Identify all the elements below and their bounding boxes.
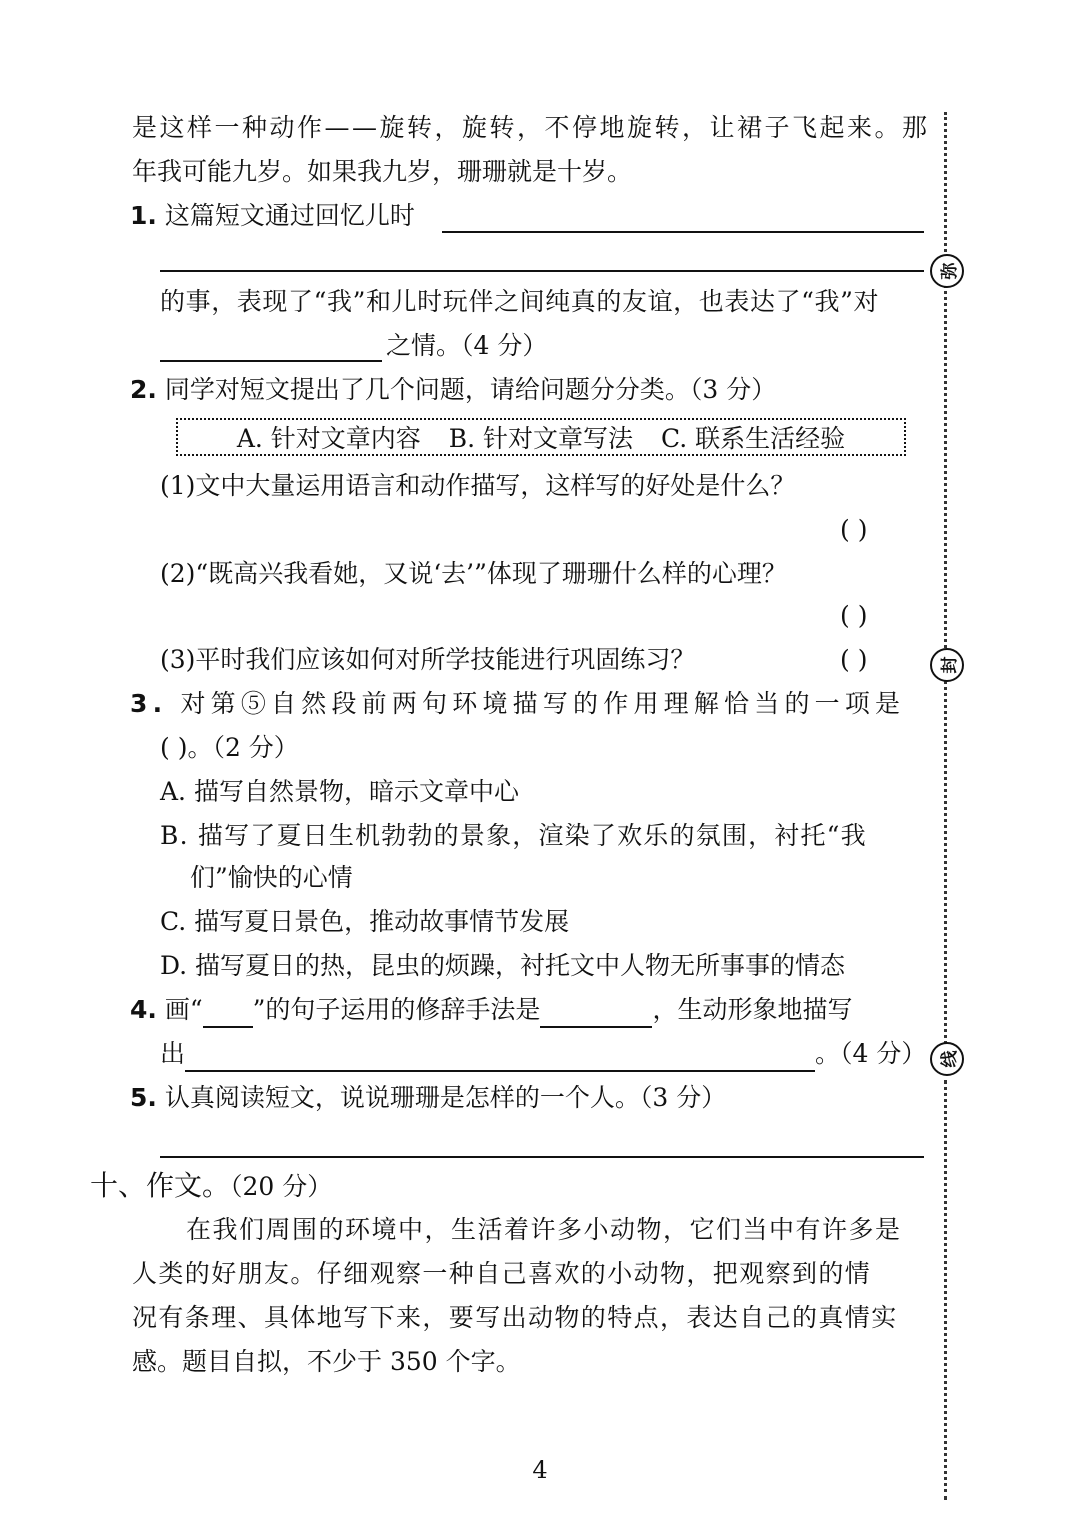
option-c: C. 描写夏日景色，推动故事情节发展 [160,907,570,936]
essay-prompt-line: 感。题目自拟，不少于 350 个字。 [132,1347,521,1376]
answer-blank[interactable] [540,996,652,1028]
sub-question: (1)文中大量运用语言和动作描写，这样写的好处是什么？ [160,471,796,500]
question-number: 3. [130,689,168,718]
sub-question: (2)“既高兴我看她，又说‘去’”体现了珊珊什么样的心理？ [160,559,787,588]
seal-mark-mi: 弥 [930,254,964,288]
question-4-line2 [160,1036,926,1072]
question-1 [130,198,415,234]
answer-blank-line[interactable] [160,270,924,272]
essay-prompt-line: 在我们周围的环境中，生活着许多小动物，它们当中有许多是 [186,1215,902,1244]
question-text: 的事，表现了“我”和儿时玩伴之间纯真的友谊，也表达了“我”对 [160,287,880,316]
question-number: 4. [130,995,157,1024]
question-2 [130,372,776,408]
section-title: 十、作文。 [90,1169,231,1202]
option-a: A. 描写自然景物，暗示文章中心 [160,777,519,806]
answer-parentheses[interactable]: ( ) [840,601,868,630]
seal-mark-feng: 封 [930,648,964,682]
passage-line: 是这样一种动作——旋转，旋转，不停地旋转，让裙子飞起来。那 [132,113,930,142]
answer-blank-line[interactable] [160,360,382,362]
option-b: B. 针对文章写法 [448,424,634,453]
option-c: C. 联系生活经验 [661,424,846,453]
answer-blank-line[interactable] [160,1156,924,1158]
passage-line: 年我可能九岁。如果我九岁，珊珊就是十岁。 [132,157,633,186]
question-4 [130,992,852,1028]
essay-prompt-line: 人类的好朋友。仔细观察一种自己喜欢的小动物，把观察到的情 [132,1259,872,1288]
seal-mark-xian: 线 [930,1042,964,1076]
answer-parentheses[interactable]: ( ) [840,515,868,544]
sub-question: (3)平时我们应该如何对所学技能进行巩固练习？ [160,645,696,674]
answer-blank-line[interactable] [442,231,924,233]
category-options-box [176,418,906,456]
option-a: A. 针对文章内容 [236,424,421,453]
option-b-cont: 们”愉快的心情 [190,863,353,892]
binding-margin-line-lower [944,1080,947,1500]
question-text: ”的句子运用的修辞手法是 [252,995,541,1024]
section-score: （20 分） [230,1172,333,1201]
question-number: 1. [130,201,157,230]
option-d: D. 描写夏日的热，昆虫的烦躁，衬托文中人物无所事事的情态 [160,951,846,980]
question-text: ，生动形象地描写 [652,995,853,1024]
question-text: 认真阅读短文，说说珊珊是怎样的一个人。（3 分） [164,1083,727,1112]
option-b: B. 描写了夏日生机勃勃的景象，渲染了欢乐的氛围，衬托“我 [160,821,867,850]
question-number: 5. [130,1083,157,1112]
essay-section-heading [90,1168,332,1205]
question-text: 出 [160,1039,186,1068]
answer-parentheses[interactable]: ( )。（2 分） [160,733,299,762]
question-text: 对第⑤自然段前两句环境描写的作用理解恰当的一项是 [180,689,906,718]
underline-marker-blank [203,996,253,1028]
essay-prompt-line: 况有条理、具体地写下来，要写出动物的特点，表达自己的真情实 [132,1303,898,1332]
answer-parentheses[interactable]: ( ) [840,645,868,674]
page-number: 4 [532,1456,548,1484]
question-text: 同学对短文提出了几个问题，请给问题分分类。（3 分） [164,375,777,404]
question-text: 画“ [164,995,203,1024]
question-5 [130,1080,726,1116]
question-text: 。（4 分） [815,1039,927,1068]
question-text: 之情。（4 分） [386,331,548,360]
question-text: 这篇短文通过回忆儿时 [164,201,415,230]
answer-blank[interactable] [185,1040,815,1072]
question-number: 2. [130,375,157,404]
question-3 [130,686,905,722]
